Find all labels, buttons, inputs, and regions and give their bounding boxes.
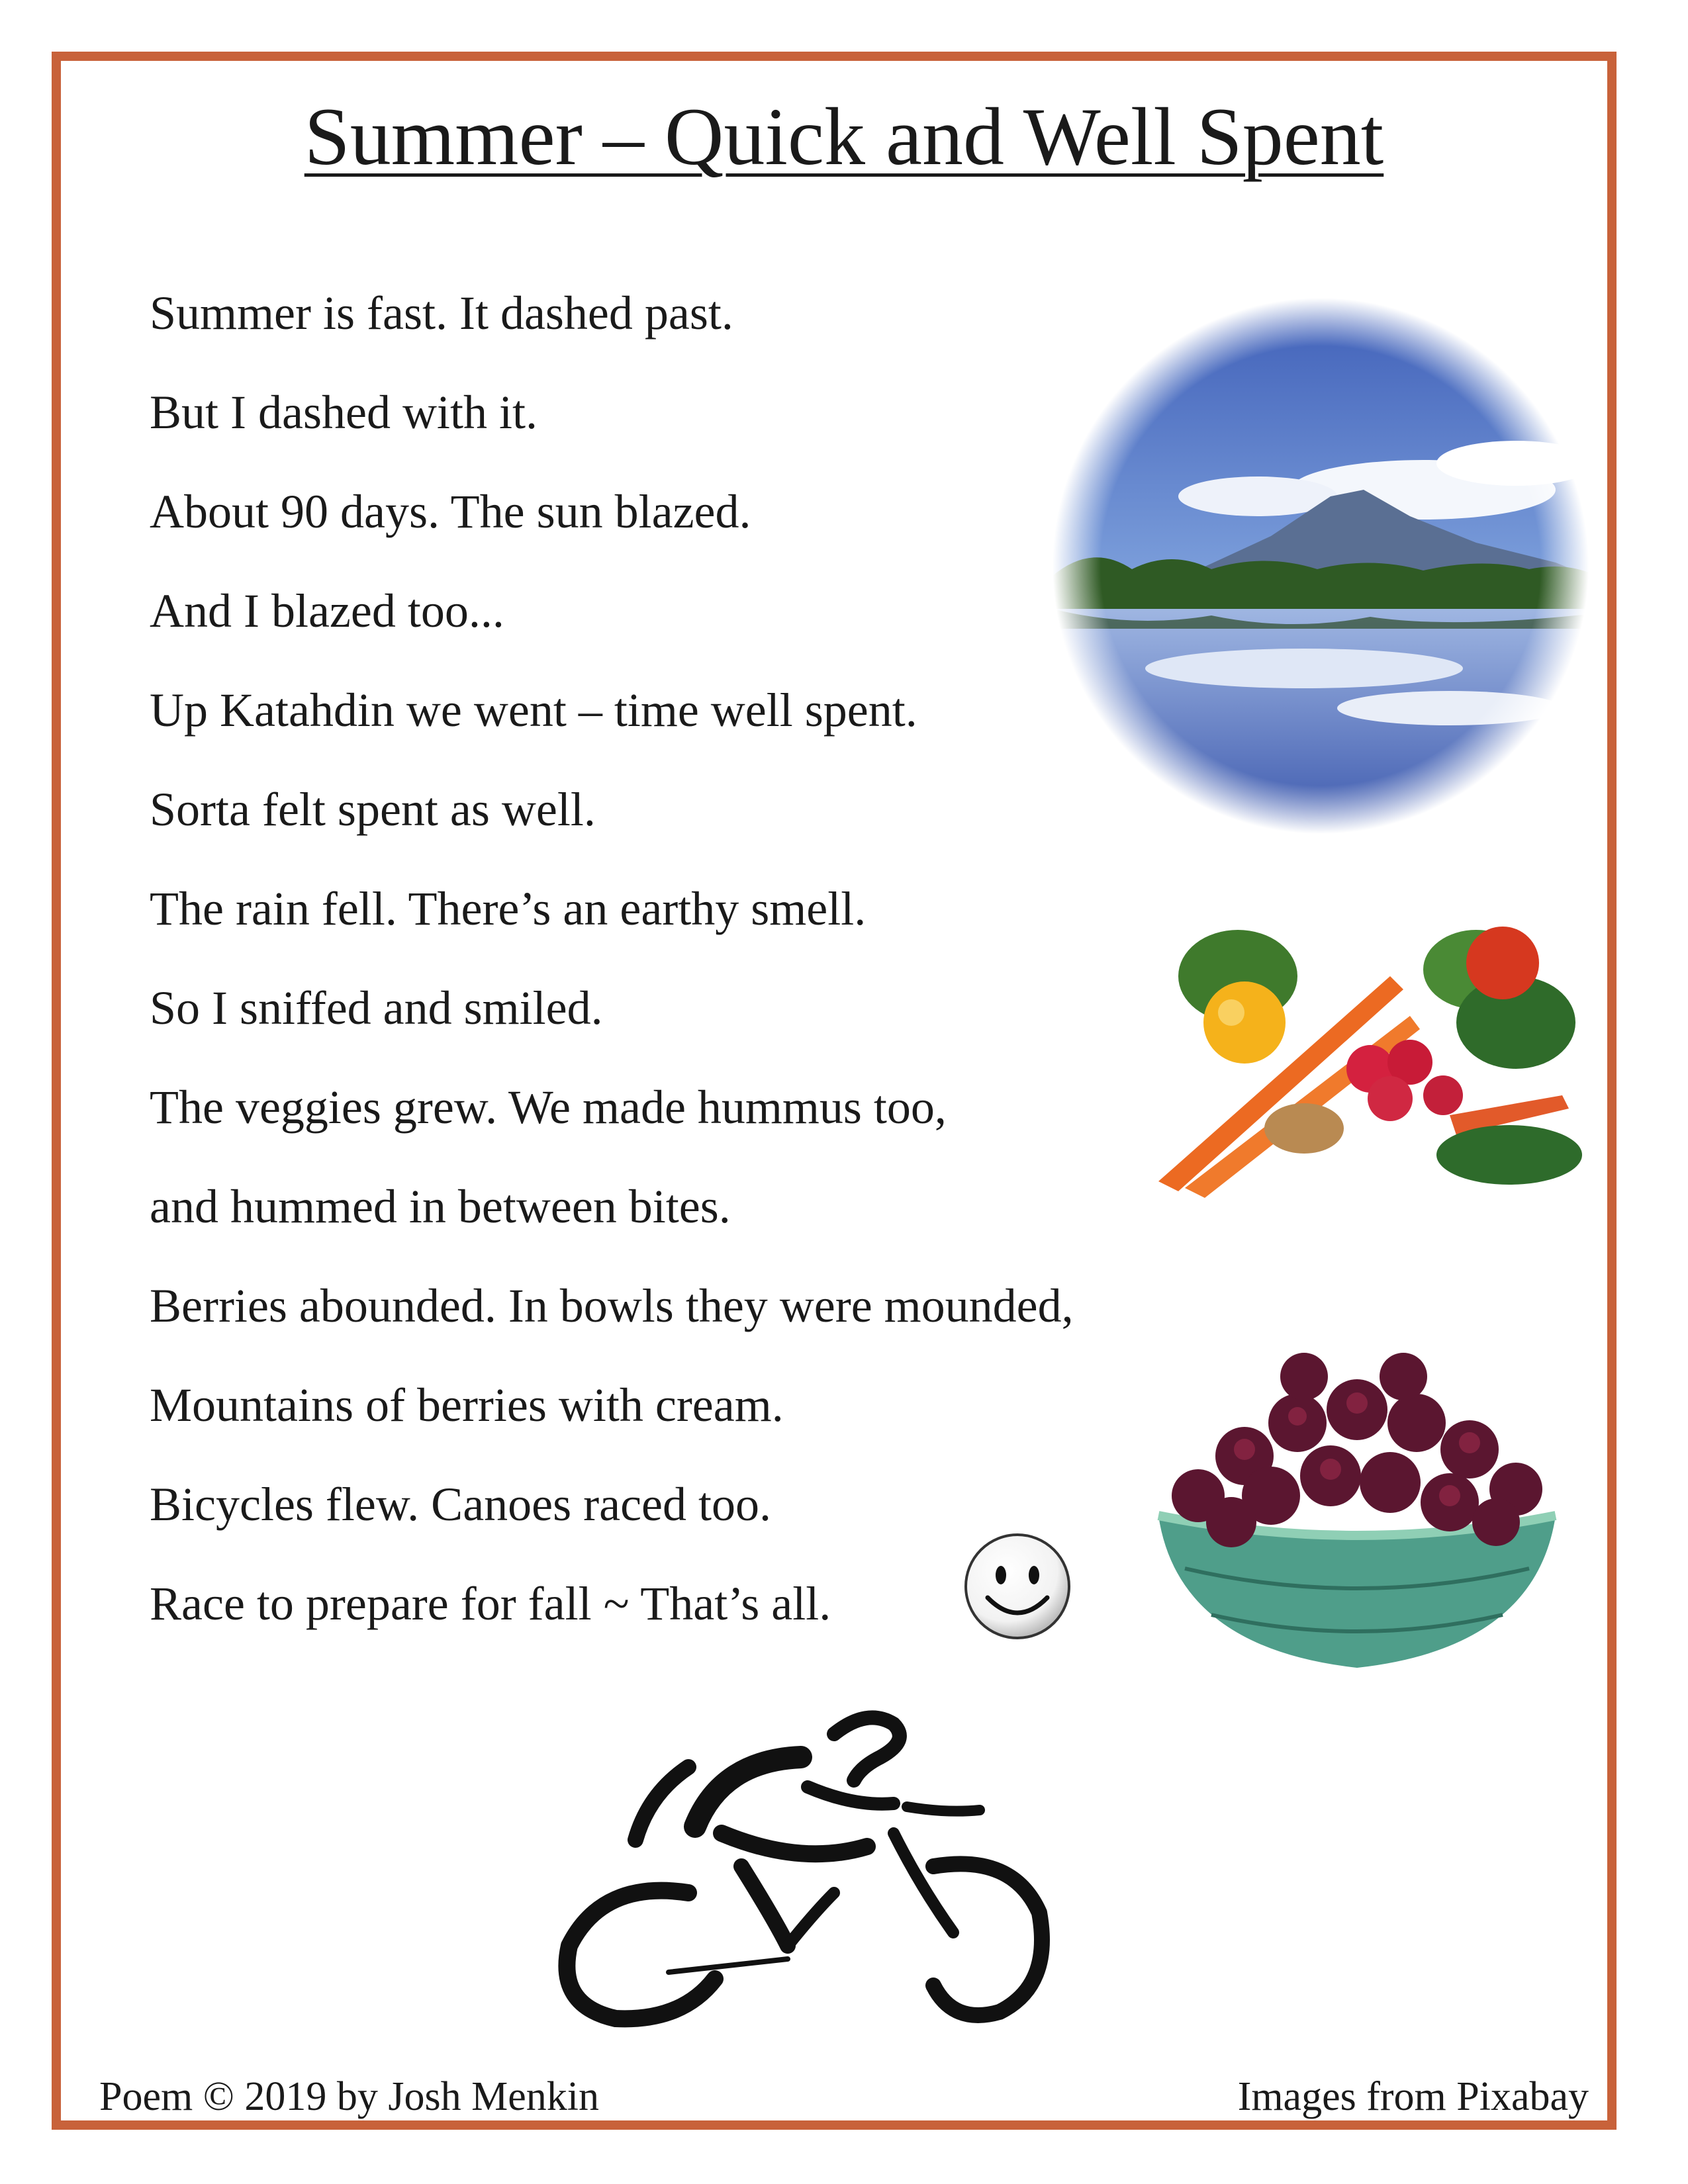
images-credit: Images from Pixabay bbox=[1237, 2074, 1589, 2119]
mountain-lake-image bbox=[1053, 298, 1589, 834]
poem-line: Summer is fast. It dashed past. bbox=[150, 287, 733, 340]
poem-line: But I dashed with it. bbox=[150, 386, 538, 439]
poem-credit: Poem © 2019 by Josh Menkin bbox=[99, 2074, 599, 2119]
page-title bbox=[0, 87, 1688, 187]
title-text: Summer – Quick and Well Spent bbox=[304, 91, 1384, 182]
poem-line: The veggies grew. We made hummus too, bbox=[150, 1081, 947, 1134]
poem-line: Berries abounded. In bowls they were mounded, bbox=[150, 1279, 1074, 1332]
poem-line: The rain fell. There’s an earthy smell. bbox=[150, 882, 867, 935]
berry-bowl-image bbox=[1139, 1337, 1575, 1694]
vegetables-image bbox=[1105, 897, 1595, 1214]
poem-line: Sorta felt spent as well. bbox=[150, 783, 596, 836]
poem-line: Bicycles flew. Canoes raced too. bbox=[150, 1478, 771, 1531]
poem-line: Mountains of berries with cream. bbox=[150, 1379, 784, 1432]
smiley-face-icon bbox=[961, 1530, 1074, 1648]
poem-line: Race to prepare for fall ~ That’s all. bbox=[150, 1577, 831, 1630]
poem-line: So I sniffed and smiled. bbox=[150, 981, 603, 1034]
poem-line: Up Katahdin we went – time well spent. bbox=[150, 684, 917, 737]
poem-line: About 90 days. The sun blazed. bbox=[150, 485, 751, 538]
poem-line: and hummed in between bites. bbox=[150, 1180, 731, 1233]
cyclist-icon bbox=[523, 1694, 1066, 2032]
poem-line: And I blazed too... bbox=[150, 584, 504, 637]
